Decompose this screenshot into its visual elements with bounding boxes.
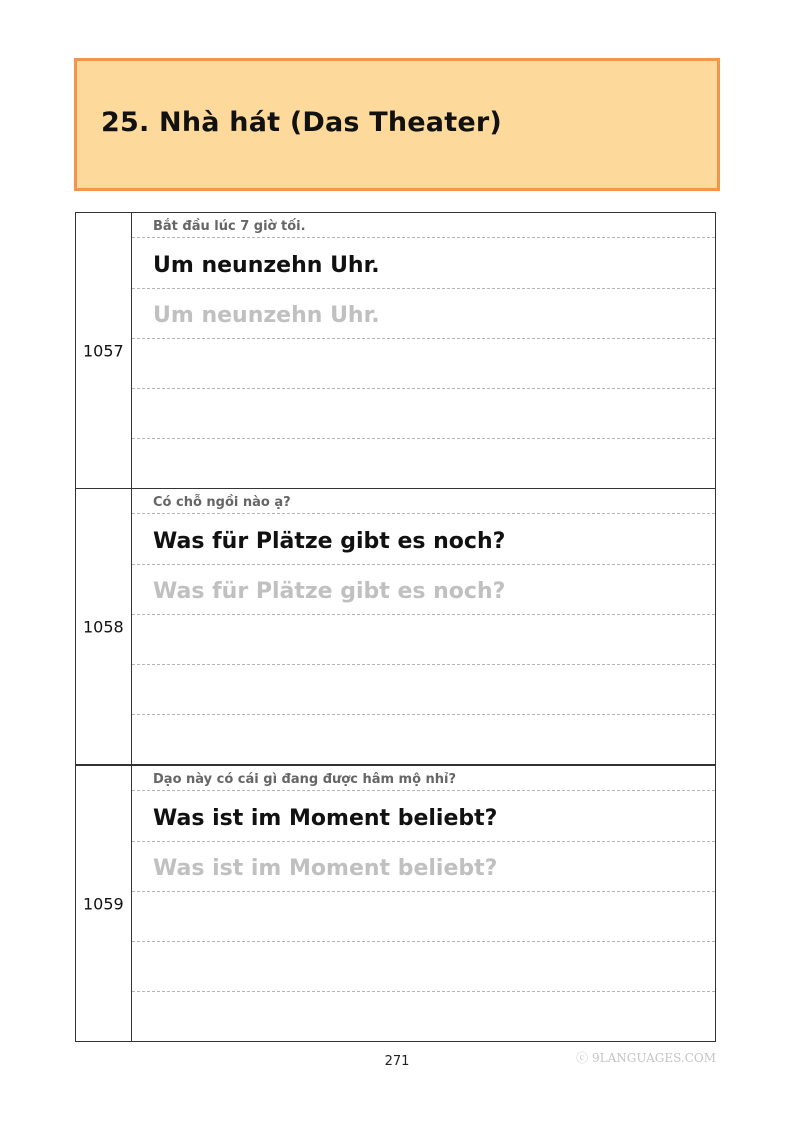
guide-line xyxy=(132,288,715,289)
guide-line xyxy=(132,388,715,389)
vietnamese-prompt: Dạo này có cái gì đang được hâm mộ nhỉ? xyxy=(153,772,457,787)
guide-line xyxy=(132,891,715,892)
german-sentence: Was ist im Moment beliebt? xyxy=(153,806,498,831)
german-sentence: Um neunzehn Uhr. xyxy=(153,253,380,278)
guide-line xyxy=(132,564,715,565)
guide-line xyxy=(132,614,715,615)
phrase-number: 1057 xyxy=(83,341,124,360)
guide-line xyxy=(132,941,715,942)
copyright-notice: ⓒ 9LANGUAGES.COM xyxy=(576,1051,716,1065)
guide-line xyxy=(132,790,715,791)
guide-line xyxy=(132,338,715,339)
page-title: 25. Nhà hát (Das Theater) xyxy=(101,107,502,138)
title-banner xyxy=(74,58,720,191)
german-trace-sentence: Was ist im Moment beliebt? xyxy=(153,856,498,881)
phrase-block-1059 xyxy=(75,765,716,1042)
phrase-number: 1058 xyxy=(83,617,124,636)
german-trace-sentence: Um neunzehn Uhr. xyxy=(153,303,380,328)
guide-line xyxy=(132,438,715,439)
vietnamese-prompt: Có chỗ ngồi nào ạ? xyxy=(153,495,291,510)
guide-line xyxy=(132,513,715,514)
vietnamese-prompt: Bắt đầu lúc 7 giờ tối. xyxy=(153,219,306,234)
guide-line xyxy=(132,237,715,238)
phrase-number: 1059 xyxy=(83,894,124,913)
german-sentence: Was für Plätze gibt es noch? xyxy=(153,529,506,554)
number-column xyxy=(76,213,132,488)
phrase-block-1057 xyxy=(75,212,716,489)
phrase-block-1058 xyxy=(75,488,716,765)
number-column xyxy=(76,766,132,1041)
guide-line xyxy=(132,841,715,842)
number-column xyxy=(76,489,132,764)
german-trace-sentence: Was für Plätze gibt es noch? xyxy=(153,579,506,604)
page-number: 271 xyxy=(384,1054,410,1069)
guide-line xyxy=(132,991,715,992)
guide-line xyxy=(132,714,715,715)
guide-line xyxy=(132,664,715,665)
